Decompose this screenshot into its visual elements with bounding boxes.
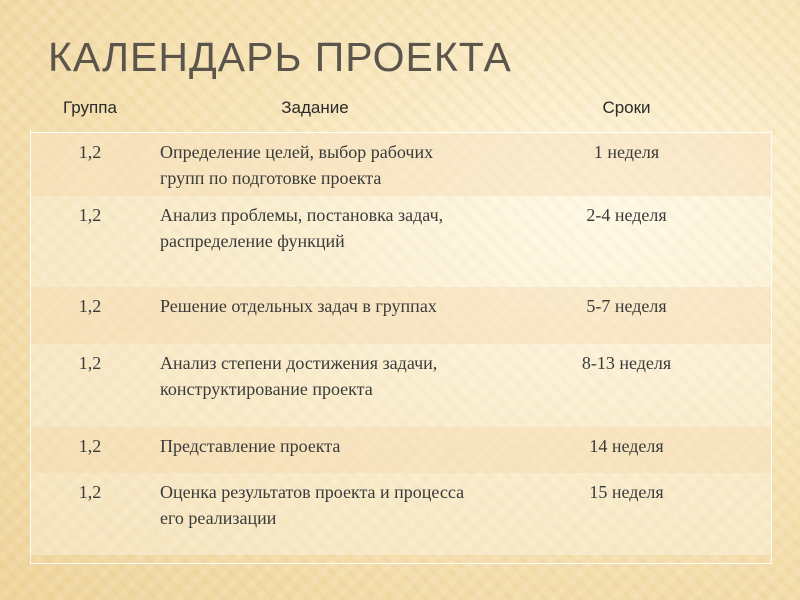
table-row	[30, 473, 772, 555]
cell-term: 1 неделя	[481, 133, 772, 196]
table-row	[30, 133, 772, 196]
cell-group: 1,2	[30, 427, 150, 473]
column-header-term: Сроки	[481, 84, 772, 133]
cell-term: 8-13 неделя	[481, 344, 772, 427]
cell-group: 1,2	[30, 287, 150, 344]
cell-task: Определение целей, выбор рабочих групп по подготовке проекта	[150, 133, 481, 196]
table-row	[30, 287, 772, 344]
table-row	[30, 344, 772, 427]
cell-group: 1,2	[30, 133, 150, 196]
cell-task: Оценка результатов проекта и процесса его реализации	[150, 473, 481, 555]
cell-group: 1,2	[30, 344, 150, 427]
column-header-task: Задание	[150, 84, 481, 133]
cell-task: Решение отдельных задач в группах	[150, 287, 481, 344]
page-title: КАЛЕНДАРЬ ПРОЕКТА	[48, 34, 512, 80]
cell-task: Представление проекта	[150, 427, 481, 473]
cell-term: 14 неделя	[481, 427, 772, 473]
table-row	[30, 196, 772, 287]
cell-task: Анализ проблемы, постановка задач, распределение функций	[150, 196, 481, 287]
header-row	[30, 84, 772, 133]
table-header	[30, 84, 772, 133]
project-schedule-table	[30, 84, 772, 555]
cell-term: 15 неделя	[481, 473, 772, 555]
cell-term: 2-4 неделя	[481, 196, 772, 287]
cell-task: Анализ степени достижения задачи, конструктирование проекта	[150, 344, 481, 427]
table-body	[30, 133, 772, 555]
cell-term: 5-7 неделя	[481, 287, 772, 344]
table-row	[30, 427, 772, 473]
column-header-group: Группа	[30, 84, 150, 133]
cell-group: 1,2	[30, 196, 150, 287]
cell-group: 1,2	[30, 473, 150, 555]
